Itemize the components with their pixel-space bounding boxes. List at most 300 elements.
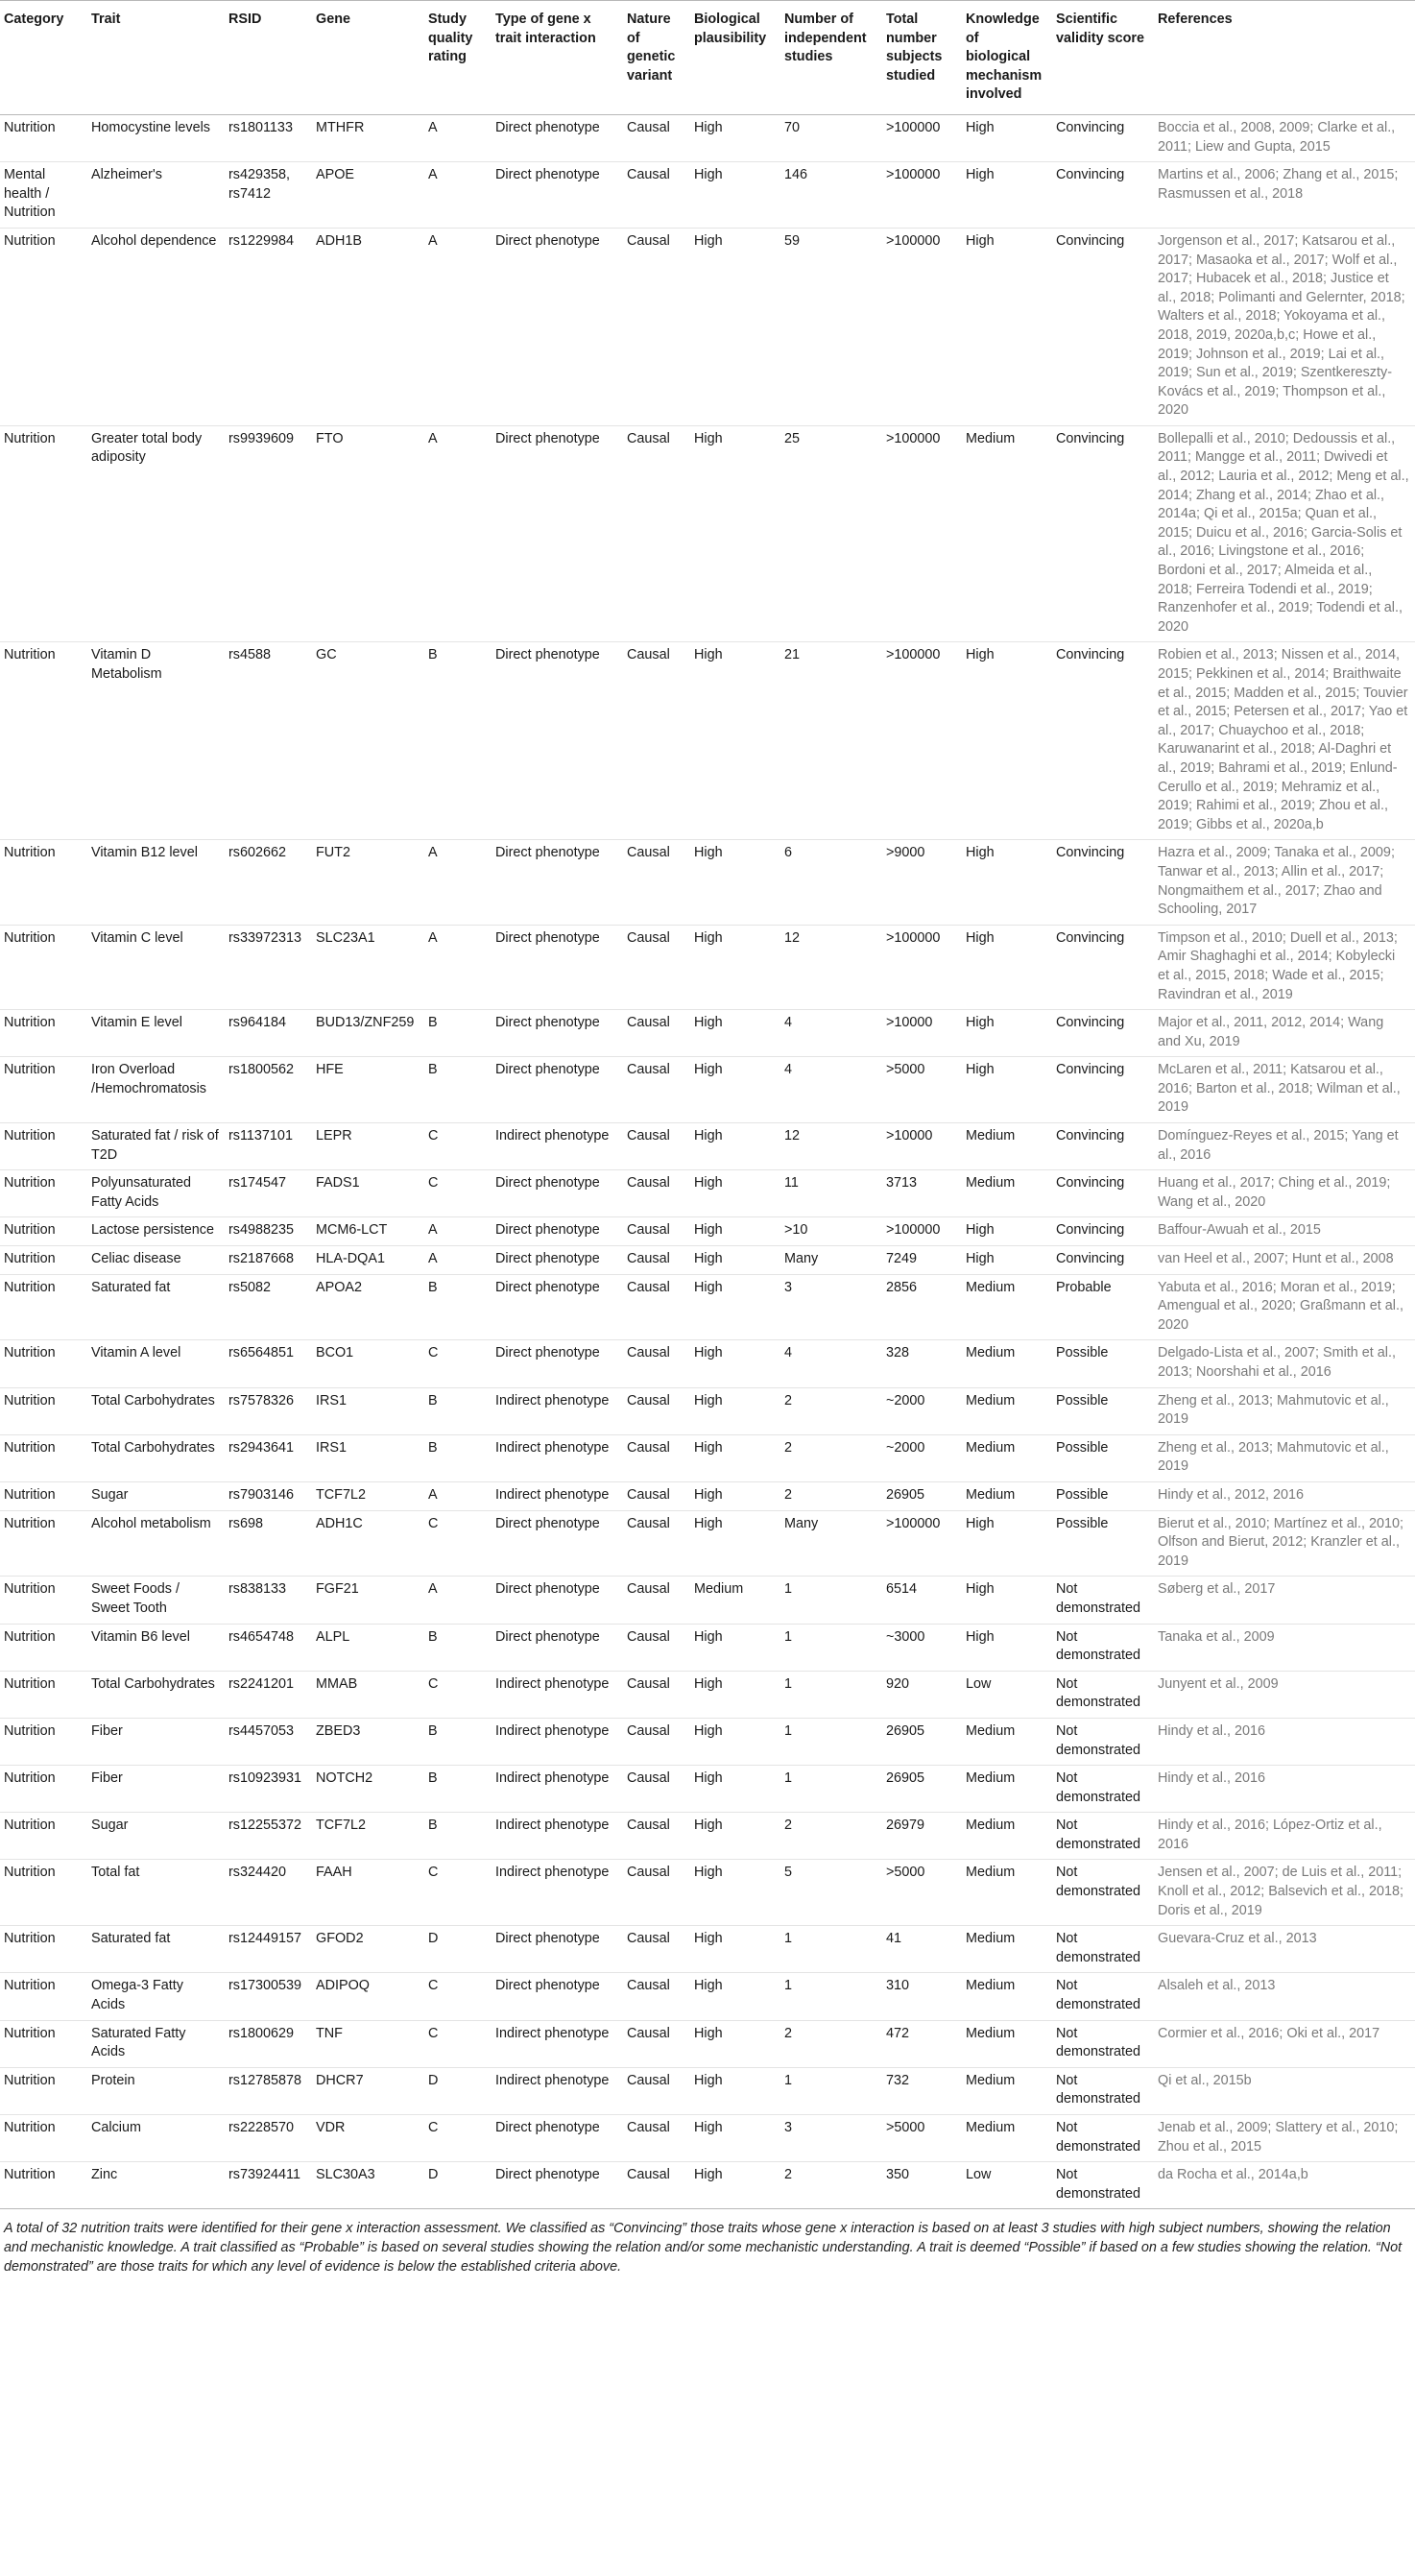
cell-validity-score: Not demonstrated bbox=[1056, 2072, 1140, 2107]
cell-category: Nutrition bbox=[4, 430, 56, 446]
cell-independent-studies: 2 bbox=[784, 1818, 793, 1834]
cell-variant-nature: Causal bbox=[627, 1675, 670, 1692]
cell-interaction-type: Indirect phenotype bbox=[495, 1392, 610, 1408]
cell-trait: Omega-3 Fatty Acids bbox=[91, 1978, 183, 2013]
cell-validity-score: Not demonstrated bbox=[1056, 2167, 1140, 2202]
cell-total-subjects: >100000 bbox=[886, 647, 941, 663]
cell-mechanism-knowledge: Medium bbox=[966, 2072, 1016, 2088]
cell-biological-plausibility: High bbox=[694, 1722, 723, 1739]
cell-independent-studies: 70 bbox=[784, 119, 801, 135]
cell-rsid: rs1137101 bbox=[228, 1128, 293, 1144]
cell-biological-plausibility: High bbox=[694, 1439, 723, 1456]
cell-references: Huang et al., 2017; Ching et al., 2019; Wang et al., 2020 bbox=[1158, 1175, 1391, 1210]
cell-validity-score: Convincing bbox=[1056, 845, 1125, 861]
cell-validity-score: Not demonstrated bbox=[1056, 1818, 1140, 1852]
cell-interaction-type: Direct phenotype bbox=[495, 1978, 600, 1994]
cell-rsid: rs12449157 bbox=[228, 1931, 302, 1947]
cell-validity-score: Not demonstrated bbox=[1056, 1722, 1140, 1758]
table-row bbox=[0, 1170, 1415, 1217]
cell-variant-nature: Causal bbox=[627, 1515, 670, 1531]
cell-independent-studies: Many bbox=[784, 1251, 819, 1267]
cell-trait: Sugar bbox=[91, 1818, 129, 1834]
column-header-interaction-type: Type of gene x trait interaction bbox=[492, 1, 623, 115]
cell-total-subjects: >100000 bbox=[886, 1222, 941, 1239]
cell-mechanism-knowledge: Medium bbox=[966, 1818, 1016, 1834]
cell-total-subjects: 328 bbox=[886, 1345, 910, 1361]
cell-category: Nutrition bbox=[4, 1439, 56, 1456]
cell-total-subjects: 6514 bbox=[886, 1581, 918, 1598]
cell-biological-plausibility: High bbox=[694, 1062, 723, 1078]
cell-study-quality-rating: B bbox=[428, 1279, 438, 1295]
cell-interaction-type: Direct phenotype bbox=[495, 1279, 600, 1295]
cell-mechanism-knowledge: Medium bbox=[966, 1128, 1016, 1144]
cell-gene: ALPL bbox=[316, 1628, 350, 1645]
table-row bbox=[0, 925, 1415, 1009]
cell-references: Major et al., 2011, 2012, 2014; Wang and Xu, 2019 bbox=[1158, 1015, 1384, 1049]
cell-category: Nutrition bbox=[4, 2025, 56, 2041]
cell-validity-score: Convincing bbox=[1056, 430, 1125, 446]
cell-study-quality-rating: C bbox=[428, 1128, 439, 1144]
cell-trait: Total Carbohydrates bbox=[91, 1392, 215, 1408]
cell-independent-studies: 1 bbox=[784, 1581, 793, 1598]
cell-gene: SLC30A3 bbox=[316, 2167, 375, 2183]
cell-independent-studies: 11 bbox=[784, 1175, 799, 1192]
cell-biological-plausibility: High bbox=[694, 1675, 723, 1692]
cell-variant-nature: Causal bbox=[627, 2025, 670, 2041]
cell-category: Nutrition bbox=[4, 1818, 56, 1834]
table-row bbox=[0, 1813, 1415, 1860]
cell-biological-plausibility: High bbox=[694, 430, 723, 446]
cell-interaction-type: Direct phenotype bbox=[495, 430, 600, 446]
cell-rsid: rs7578326 bbox=[228, 1392, 295, 1408]
cell-mechanism-knowledge: Medium bbox=[966, 1770, 1016, 1787]
cell-biological-plausibility: High bbox=[694, 1978, 723, 1994]
cell-validity-score: Not demonstrated bbox=[1056, 1628, 1140, 1664]
cell-interaction-type: Indirect phenotype bbox=[495, 1675, 610, 1692]
cell-gene: MCM6-LCT bbox=[316, 1222, 388, 1239]
cell-validity-score: Not demonstrated bbox=[1056, 1978, 1140, 2013]
cell-biological-plausibility: High bbox=[694, 1251, 723, 1267]
cell-variant-nature: Causal bbox=[627, 232, 670, 249]
cell-trait: Celiac disease bbox=[91, 1251, 181, 1267]
cell-category: Nutrition bbox=[4, 2167, 56, 2183]
cell-total-subjects: 3713 bbox=[886, 1175, 918, 1192]
cell-variant-nature: Causal bbox=[627, 1931, 670, 1947]
cell-variant-nature: Causal bbox=[627, 119, 670, 135]
cell-rsid: rs2228570 bbox=[228, 2120, 295, 2135]
cell-total-subjects: 310 bbox=[886, 1978, 910, 1994]
cell-trait: Vitamin C level bbox=[91, 929, 183, 946]
cell-category: Nutrition bbox=[4, 1770, 56, 1787]
cell-validity-score: Possible bbox=[1056, 1392, 1109, 1408]
cell-mechanism-knowledge: Low bbox=[966, 2167, 992, 2183]
cell-trait: Total Carbohydrates bbox=[91, 1439, 215, 1456]
cell-trait: Protein bbox=[91, 2072, 135, 2088]
cell-variant-nature: Causal bbox=[627, 647, 670, 663]
cell-trait: Sugar bbox=[91, 1486, 129, 1503]
cell-study-quality-rating: C bbox=[428, 2120, 439, 2135]
cell-trait: Greater total body adiposity bbox=[91, 430, 203, 466]
cell-gene: FGF21 bbox=[316, 1581, 359, 1598]
table-row bbox=[0, 1624, 1415, 1671]
cell-study-quality-rating: B bbox=[428, 647, 438, 663]
cell-independent-studies: 2 bbox=[784, 1439, 793, 1456]
cell-category: Nutrition bbox=[4, 119, 56, 135]
cell-trait: Polyunsaturated Fatty Acids bbox=[91, 1175, 192, 1210]
cell-trait: Alzheimer's bbox=[91, 167, 162, 183]
cell-interaction-type: Direct phenotype bbox=[495, 1345, 600, 1361]
table-row bbox=[0, 114, 1415, 161]
cell-mechanism-knowledge: Medium bbox=[966, 2120, 1016, 2135]
cell-gene: BUD13/ZNF259 bbox=[316, 1015, 415, 1031]
cell-references: Jorgenson et al., 2017; Katsarou et al., 2017; Masaoka et al., 2017; Wolf et al., 2017; Hubacek et al., 2018; Justice et al., 2018; Polimanti and Gelernter, 2018; Walters et al., 2018; Yokoyama et al., 2018, 2019, 2020a,b,c; Howe et al., 2019; Johnson et al., 2019; Lai et al., 2019; Sun et al., 2019; Szentkereszty-Kovács et al., 2019; Thompson et al., 2020 bbox=[1158, 232, 1405, 419]
cell-gene: HFE bbox=[316, 1062, 344, 1078]
cell-mechanism-knowledge: High bbox=[966, 1062, 995, 1078]
table-row bbox=[0, 1860, 1415, 1926]
cell-trait: Calcium bbox=[91, 2120, 141, 2135]
cell-study-quality-rating: C bbox=[428, 1865, 439, 1881]
cell-study-quality-rating: C bbox=[428, 1515, 439, 1531]
cell-rsid: rs324420 bbox=[228, 1865, 287, 1881]
cell-rsid: rs964184 bbox=[228, 1015, 287, 1031]
cell-references: Hindy et al., 2016 bbox=[1158, 1770, 1265, 1787]
cell-independent-studies: 3 bbox=[784, 2120, 793, 2135]
cell-references: Delgado-Lista et al., 2007; Smith et al., 2013; Noorshahi et al., 2016 bbox=[1158, 1345, 1396, 1380]
cell-interaction-type: Direct phenotype bbox=[495, 1628, 600, 1645]
table-row bbox=[0, 1434, 1415, 1481]
cell-interaction-type: Indirect phenotype bbox=[495, 2025, 610, 2041]
cell-references: van Heel et al., 2007; Hunt et al., 2008 bbox=[1158, 1251, 1394, 1267]
cell-references: Junyent et al., 2009 bbox=[1158, 1675, 1279, 1692]
cell-category: Nutrition bbox=[4, 1279, 56, 1295]
cell-total-subjects: 26905 bbox=[886, 1770, 925, 1787]
cell-total-subjects: 472 bbox=[886, 2025, 910, 2041]
cell-mechanism-knowledge: Medium bbox=[966, 1175, 1016, 1192]
cell-references: Guevara-Cruz et al., 2013 bbox=[1158, 1931, 1317, 1947]
cell-independent-studies: 12 bbox=[784, 1128, 801, 1144]
cell-rsid: rs1801133 bbox=[228, 119, 293, 135]
cell-references: Tanaka et al., 2009 bbox=[1158, 1628, 1275, 1645]
cell-independent-studies: 1 bbox=[784, 1770, 793, 1787]
cell-variant-nature: Causal bbox=[627, 1439, 670, 1456]
cell-biological-plausibility: High bbox=[694, 1865, 723, 1881]
cell-study-quality-rating: D bbox=[428, 2167, 439, 2183]
cell-trait: Zinc bbox=[91, 2167, 118, 2183]
cell-independent-studies: 21 bbox=[784, 647, 801, 663]
cell-independent-studies: 1 bbox=[784, 1628, 793, 1645]
cell-validity-score: Convincing bbox=[1056, 1251, 1125, 1267]
cell-trait: Vitamin B6 level bbox=[91, 1628, 190, 1645]
cell-interaction-type: Direct phenotype bbox=[495, 1251, 600, 1267]
cell-rsid: rs2187668 bbox=[228, 1251, 295, 1267]
cell-total-subjects: >100000 bbox=[886, 119, 941, 135]
cell-biological-plausibility: Medium bbox=[694, 1581, 744, 1598]
cell-total-subjects: >9000 bbox=[886, 845, 925, 861]
cell-total-subjects: ~3000 bbox=[886, 1628, 925, 1645]
cell-gene: FAAH bbox=[316, 1865, 352, 1881]
cell-independent-studies: 4 bbox=[784, 1015, 793, 1031]
cell-interaction-type: Direct phenotype bbox=[495, 647, 600, 663]
cell-mechanism-knowledge: High bbox=[966, 1515, 995, 1531]
cell-independent-studies: 3 bbox=[784, 1279, 793, 1295]
column-header-category: Category bbox=[0, 1, 87, 115]
table-row bbox=[0, 1123, 1415, 1170]
cell-total-subjects: 26905 bbox=[886, 1486, 925, 1503]
cell-validity-score: Not demonstrated bbox=[1056, 1865, 1140, 1900]
cell-variant-nature: Causal bbox=[627, 929, 670, 946]
cell-rsid: rs73924411 bbox=[228, 2167, 300, 2183]
table-row bbox=[0, 1246, 1415, 1275]
cell-rsid: rs9939609 bbox=[228, 430, 295, 446]
cell-total-subjects: 2856 bbox=[886, 1279, 918, 1295]
cell-gene: ADH1B bbox=[316, 232, 362, 249]
table-row bbox=[0, 1387, 1415, 1434]
cell-study-quality-rating: B bbox=[428, 1062, 438, 1078]
cell-total-subjects: 41 bbox=[886, 1931, 902, 1947]
cell-interaction-type: Direct phenotype bbox=[495, 845, 600, 861]
cell-validity-score: Not demonstrated bbox=[1056, 1581, 1140, 1616]
cell-validity-score: Convincing bbox=[1056, 167, 1125, 183]
cell-independent-studies: 1 bbox=[784, 2072, 793, 2088]
cell-category: Nutrition bbox=[4, 1675, 56, 1692]
cell-gene: FTO bbox=[316, 430, 344, 446]
table-row bbox=[0, 1010, 1415, 1057]
cell-biological-plausibility: High bbox=[694, 1486, 723, 1503]
cell-gene: GC bbox=[316, 647, 337, 663]
table-row bbox=[0, 1718, 1415, 1765]
cell-interaction-type: Direct phenotype bbox=[495, 929, 600, 946]
cell-study-quality-rating: A bbox=[428, 845, 438, 861]
cell-interaction-type: Direct phenotype bbox=[495, 2167, 600, 2183]
cell-total-subjects: >10000 bbox=[886, 1015, 933, 1031]
cell-validity-score: Convincing bbox=[1056, 119, 1125, 135]
cell-rsid: rs838133 bbox=[228, 1581, 287, 1598]
cell-variant-nature: Causal bbox=[627, 1345, 670, 1361]
cell-independent-studies: Many bbox=[784, 1515, 819, 1531]
column-header-variant-nature: Nature of genetic variant bbox=[623, 1, 690, 115]
cell-study-quality-rating: C bbox=[428, 2025, 439, 2041]
cell-gene: BCO1 bbox=[316, 1345, 354, 1361]
column-header-gene: Gene bbox=[312, 1, 424, 115]
cell-independent-studies: 146 bbox=[784, 167, 808, 183]
cell-total-subjects: 26979 bbox=[886, 1818, 925, 1834]
cell-validity-score: Convincing bbox=[1056, 1015, 1125, 1031]
cell-rsid: rs12255372 bbox=[228, 1818, 302, 1834]
cell-total-subjects: 350 bbox=[886, 2167, 910, 2183]
cell-category: Nutrition bbox=[4, 1062, 56, 1078]
cell-interaction-type: Direct phenotype bbox=[495, 1581, 600, 1598]
cell-mechanism-knowledge: Medium bbox=[966, 1722, 1016, 1739]
cell-rsid: rs4457053 bbox=[228, 1722, 295, 1739]
cell-total-subjects: >5000 bbox=[886, 2120, 925, 2135]
table-row bbox=[0, 1274, 1415, 1340]
cell-independent-studies: 4 bbox=[784, 1062, 793, 1078]
column-header-rsid: RSID bbox=[225, 1, 312, 115]
cell-category: Nutrition bbox=[4, 1931, 56, 1947]
cell-category: Nutrition bbox=[4, 1392, 56, 1408]
cell-trait: Fiber bbox=[91, 1770, 123, 1787]
cell-interaction-type: Direct phenotype bbox=[495, 2120, 600, 2135]
table-row bbox=[0, 1481, 1415, 1510]
cell-mechanism-knowledge: High bbox=[966, 232, 995, 249]
table-header-row bbox=[0, 1, 1415, 115]
cell-study-quality-rating: C bbox=[428, 1675, 439, 1692]
cell-trait: Sweet Foods / Sweet Tooth bbox=[91, 1581, 180, 1616]
table-row bbox=[0, 1671, 1415, 1718]
cell-gene: ADIPOQ bbox=[316, 1978, 370, 1994]
cell-gene: GFOD2 bbox=[316, 1931, 364, 1947]
cell-independent-studies: 2 bbox=[784, 1486, 793, 1503]
cell-rsid: rs602662 bbox=[228, 845, 287, 861]
table-row bbox=[0, 1510, 1415, 1577]
cell-rsid: rs429358, rs7412 bbox=[228, 167, 291, 202]
cell-study-quality-rating: A bbox=[428, 1222, 438, 1239]
cell-total-subjects: 7249 bbox=[886, 1251, 918, 1267]
cell-independent-studies: 1 bbox=[784, 1931, 793, 1947]
cell-validity-score: Possible bbox=[1056, 1439, 1109, 1456]
cell-variant-nature: Causal bbox=[627, 2167, 670, 2183]
cell-biological-plausibility: High bbox=[694, 2025, 723, 2041]
cell-mechanism-knowledge: Medium bbox=[966, 430, 1016, 446]
cell-validity-score: Convincing bbox=[1056, 1175, 1125, 1192]
cell-total-subjects: 920 bbox=[886, 1675, 910, 1692]
cell-biological-plausibility: High bbox=[694, 1931, 723, 1947]
cell-validity-score: Convincing bbox=[1056, 1128, 1125, 1144]
cell-biological-plausibility: High bbox=[694, 2167, 723, 2183]
cell-mechanism-knowledge: Medium bbox=[966, 1865, 1016, 1881]
cell-independent-studies: 1 bbox=[784, 1978, 793, 1994]
cell-references: Hindy et al., 2016; López-Ortiz et al., 2016 bbox=[1158, 1818, 1382, 1852]
cell-study-quality-rating: D bbox=[428, 2072, 439, 2088]
cell-references: Baffour-Awuah et al., 2015 bbox=[1158, 1222, 1321, 1239]
table-row bbox=[0, 1973, 1415, 2020]
cell-category: Nutrition bbox=[4, 1175, 56, 1192]
cell-validity-score: Not demonstrated bbox=[1056, 1675, 1140, 1711]
cell-study-quality-rating: B bbox=[428, 1628, 438, 1645]
cell-validity-score: Convincing bbox=[1056, 929, 1125, 946]
cell-biological-plausibility: High bbox=[694, 1128, 723, 1144]
cell-gene: ZBED3 bbox=[316, 1722, 361, 1739]
cell-variant-nature: Causal bbox=[627, 1628, 670, 1645]
cell-gene: DHCR7 bbox=[316, 2072, 364, 2088]
table-row bbox=[0, 425, 1415, 642]
cell-gene: TCF7L2 bbox=[316, 1818, 366, 1834]
column-header-independent-studies: Number of independent studies bbox=[780, 1, 882, 115]
cell-rsid: rs12785878 bbox=[228, 2072, 302, 2088]
cell-interaction-type: Indirect phenotype bbox=[495, 2072, 610, 2088]
cell-validity-score: Convincing bbox=[1056, 232, 1125, 249]
column-header-references: References bbox=[1154, 1, 1415, 115]
cell-trait: Vitamin D Metabolism bbox=[91, 647, 162, 682]
cell-interaction-type: Indirect phenotype bbox=[495, 1865, 610, 1881]
cell-rsid: rs4988235 bbox=[228, 1222, 295, 1239]
cell-biological-plausibility: High bbox=[694, 929, 723, 946]
cell-study-quality-rating: B bbox=[428, 1722, 438, 1739]
cell-rsid: rs17300539 bbox=[228, 1978, 302, 1994]
cell-biological-plausibility: High bbox=[694, 1818, 723, 1834]
cell-study-quality-rating: A bbox=[428, 232, 438, 249]
cell-rsid: rs2943641 bbox=[228, 1439, 295, 1456]
cell-references: Hazra et al., 2009; Tanaka et al., 2009; Tanwar et al., 2013; Allin et al., 2017; Nongmaithem et al., 2017; Zhao and Schooling, 2017 bbox=[1158, 845, 1395, 918]
cell-total-subjects: >100000 bbox=[886, 1515, 941, 1531]
cell-interaction-type: Direct phenotype bbox=[495, 232, 600, 249]
cell-category: Nutrition bbox=[4, 845, 56, 861]
cell-gene: FUT2 bbox=[316, 845, 350, 861]
cell-references: Zheng et al., 2013; Mahmutovic et al., 2019 bbox=[1158, 1392, 1389, 1428]
cell-study-quality-rating: D bbox=[428, 1931, 439, 1947]
cell-rsid: rs174547 bbox=[228, 1175, 287, 1192]
cell-variant-nature: Causal bbox=[627, 1581, 670, 1598]
cell-category: Nutrition bbox=[4, 647, 56, 663]
cell-mechanism-knowledge: Medium bbox=[966, 1931, 1016, 1947]
cell-references: Zheng et al., 2013; Mahmutovic et al., 2019 bbox=[1158, 1439, 1389, 1475]
cell-total-subjects: ~2000 bbox=[886, 1439, 925, 1456]
cell-variant-nature: Causal bbox=[627, 1865, 670, 1881]
cell-references: Jenab et al., 2009; Slattery et al., 2010; Zhou et al., 2015 bbox=[1158, 2120, 1399, 2155]
table-row bbox=[0, 1766, 1415, 1813]
cell-mechanism-knowledge: High bbox=[966, 1015, 995, 1031]
cell-gene: VDR bbox=[316, 2120, 346, 2135]
cell-validity-score: Probable bbox=[1056, 1279, 1112, 1295]
cell-trait: Saturated Fatty Acids bbox=[91, 2025, 186, 2060]
cell-variant-nature: Causal bbox=[627, 1722, 670, 1739]
cell-references: Qi et al., 2015b bbox=[1158, 2072, 1252, 2088]
cell-validity-score: Not demonstrated bbox=[1056, 1931, 1140, 1965]
cell-category: Nutrition bbox=[4, 232, 56, 249]
table-row bbox=[0, 1057, 1415, 1123]
cell-references: Alsaleh et al., 2013 bbox=[1158, 1978, 1276, 1994]
cell-biological-plausibility: High bbox=[694, 119, 723, 135]
cell-independent-studies: 12 bbox=[784, 929, 801, 946]
cell-interaction-type: Indirect phenotype bbox=[495, 1128, 610, 1144]
cell-biological-plausibility: High bbox=[694, 232, 723, 249]
cell-independent-studies: 59 bbox=[784, 232, 801, 249]
cell-category: Nutrition bbox=[4, 1515, 56, 1531]
cell-independent-studies: 1 bbox=[784, 1675, 793, 1692]
cell-gene: LEPR bbox=[316, 1128, 352, 1144]
cell-interaction-type: Direct phenotype bbox=[495, 1175, 600, 1192]
cell-interaction-type: Direct phenotype bbox=[495, 1931, 600, 1947]
cell-gene: TNF bbox=[316, 2025, 343, 2041]
cell-category: Nutrition bbox=[4, 1015, 56, 1031]
cell-independent-studies: 2 bbox=[784, 1392, 793, 1408]
cell-independent-studies: 25 bbox=[784, 430, 801, 446]
cell-mechanism-knowledge: Medium bbox=[966, 1439, 1016, 1456]
cell-study-quality-rating: C bbox=[428, 1345, 439, 1361]
table-row bbox=[0, 2115, 1415, 2162]
cell-rsid: rs4588 bbox=[228, 647, 272, 663]
cell-validity-score: Convincing bbox=[1056, 1062, 1125, 1078]
table-body bbox=[0, 114, 1415, 2208]
cell-variant-nature: Causal bbox=[627, 430, 670, 446]
cell-references: Martins et al., 2006; Zhang et al., 2015; Rasmussen et al., 2018 bbox=[1158, 167, 1399, 202]
cell-category: Mental health / Nutrition bbox=[4, 167, 56, 221]
table-row bbox=[0, 2067, 1415, 2114]
cell-mechanism-knowledge: High bbox=[966, 929, 995, 946]
cell-validity-score: Not demonstrated bbox=[1056, 1770, 1140, 1805]
cell-category: Nutrition bbox=[4, 1486, 56, 1503]
cell-biological-plausibility: High bbox=[694, 1392, 723, 1408]
cell-variant-nature: Causal bbox=[627, 1015, 670, 1031]
table-row bbox=[0, 1577, 1415, 1624]
cell-biological-plausibility: High bbox=[694, 1279, 723, 1295]
cell-interaction-type: Direct phenotype bbox=[495, 119, 600, 135]
cell-total-subjects: >100000 bbox=[886, 167, 941, 183]
cell-category: Nutrition bbox=[4, 1865, 56, 1881]
cell-variant-nature: Causal bbox=[627, 1062, 670, 1078]
cell-independent-studies: 4 bbox=[784, 1345, 793, 1361]
column-header-mechanism-knowledge: Knowledge of biological mechanism involved bbox=[962, 1, 1052, 115]
